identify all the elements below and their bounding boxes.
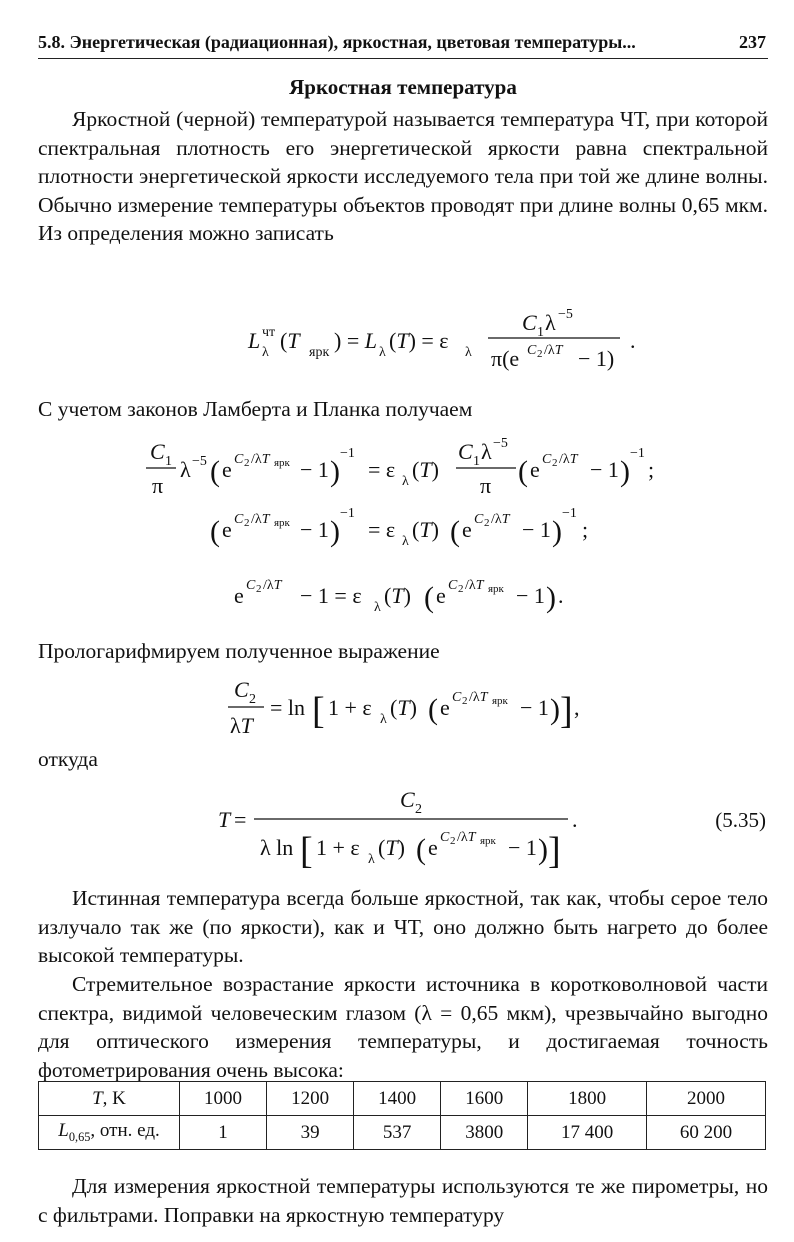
svg-text:(: ( <box>210 515 220 548</box>
formula-definition <box>38 300 768 386</box>
table-row <box>39 1082 766 1116</box>
svg-text:= ε: = ε <box>368 457 396 482</box>
svg-text:ярк: ярк <box>274 457 290 469</box>
svg-text:): ) <box>550 693 560 726</box>
svg-text:λT: λT <box>230 713 253 738</box>
running-head <box>38 30 768 59</box>
svg-text:λ: λ <box>380 712 387 727</box>
table-cell: 537 <box>354 1116 441 1150</box>
svg-text:(T: (T <box>280 328 300 353</box>
svg-text:C: C <box>448 578 458 593</box>
svg-text:(: ( <box>450 515 460 548</box>
svg-text:): ) <box>538 833 548 866</box>
svg-text:/λT: /λT <box>465 578 484 593</box>
svg-text:(T): (T) <box>378 835 405 860</box>
svg-text:;: ; <box>582 517 589 542</box>
svg-text:1: 1 <box>473 454 480 469</box>
table-cell: 3800 <box>441 1116 528 1150</box>
running-head-title: 5.8. Энергетическая (радиационная), яркостная, цветовая температуры... <box>38 32 636 52</box>
formula-log-svg <box>38 673 768 743</box>
svg-text:e: e <box>234 583 244 608</box>
svg-text:/λT: /λT <box>457 830 476 845</box>
svg-text:): ) <box>546 581 556 614</box>
paragraph-pyrometers: Для измерения яркостной температуры используются те же пирометры, но с фильтрами. Поправки на яркостную температуру <box>38 1174 768 1227</box>
svg-text:e: e <box>530 457 540 482</box>
svg-text:2: 2 <box>537 348 543 360</box>
svg-text:C: C <box>542 452 552 467</box>
paragraph-brightness-growth: Стремительное возрастание яркости источника в коротковолновой части спектра, видимой человеческим глазом (λ = 0,65 мкм), чрезвычайно выгодно для оптического измерения температуры, и достигаемая точность фотометрирования очень высока: <box>38 972 768 1082</box>
svg-text:) = L: ) = L <box>334 328 377 353</box>
svg-text:λ: λ <box>402 534 409 549</box>
svg-text:λ: λ <box>402 474 409 489</box>
svg-text:C: C <box>234 452 244 467</box>
svg-text:−5: −5 <box>192 454 207 469</box>
svg-text:2: 2 <box>256 583 262 595</box>
svg-text:1 + ε: 1 + ε <box>316 835 360 860</box>
svg-text:2: 2 <box>450 835 456 847</box>
svg-text:/λT: /λT <box>251 452 270 467</box>
svg-text:λ: λ <box>374 600 381 615</box>
svg-text:2: 2 <box>484 517 490 529</box>
svg-text:2: 2 <box>244 457 250 469</box>
svg-text:=: = <box>234 807 247 832</box>
svg-text:/λT: /λT <box>469 690 488 705</box>
svg-text:−1: −1 <box>562 506 577 521</box>
svg-text:): ) <box>620 455 630 488</box>
svg-text:C: C <box>150 439 165 464</box>
svg-text:e: e <box>436 583 446 608</box>
svg-text:): ) <box>552 515 562 548</box>
svg-text:/λT: /λT <box>559 452 578 467</box>
svg-text:2: 2 <box>249 692 256 707</box>
table-cell: 2000 <box>647 1082 766 1116</box>
svg-text:(: ( <box>416 833 426 866</box>
svg-text:.: . <box>630 328 636 353</box>
svg-text:e: e <box>440 695 450 720</box>
svg-text:− 1: − 1 <box>508 835 537 860</box>
svg-text:− 1: − 1 <box>520 695 549 720</box>
paragraph-definition: Яркостной (черной) температурой называется температура ЧТ, при которой спектральная плотность его энергетической яркости равна спектральной плотности энергетической яркости исследуемого тела при той же длине волны. Обычно измерение температуры объектов проводят при длине волны 0,65 мкм. Из определения можно записать <box>38 107 768 245</box>
svg-text:(: ( <box>428 693 438 726</box>
svg-text:чт: чт <box>262 325 276 340</box>
svg-text:/λT: /λT <box>491 512 510 527</box>
formula-5-35 <box>38 783 768 879</box>
svg-text:π: π <box>152 473 164 498</box>
svg-text:(T): (T) <box>390 695 417 720</box>
svg-text:− 1): − 1) <box>578 346 615 371</box>
svg-text:C: C <box>234 512 244 527</box>
table-cell: 60 200 <box>647 1116 766 1150</box>
table-cell: 1000 <box>180 1082 267 1116</box>
table-header-brightness: $L_{0,65}$, отн. ед. <box>39 1116 180 1150</box>
svg-text:[: [ <box>312 690 325 732</box>
svg-text:ярк: ярк <box>492 695 508 707</box>
svg-text:λ: λ <box>368 852 375 867</box>
svg-text:− 1: − 1 <box>516 583 545 608</box>
svg-text:e: e <box>428 835 438 860</box>
svg-text:(T): (T) <box>384 583 411 608</box>
svg-text:C: C <box>400 787 415 812</box>
svg-text:1: 1 <box>537 325 544 340</box>
svg-text:ярк: ярк <box>274 517 290 529</box>
section-title: Яркостная температура <box>289 75 517 99</box>
svg-text:1: 1 <box>165 454 172 469</box>
svg-text:(: ( <box>424 581 434 614</box>
svg-text:2: 2 <box>462 695 468 707</box>
svg-text:− 1: − 1 <box>522 517 551 542</box>
svg-text:λ: λ <box>545 310 556 335</box>
svg-text:= ln: = ln <box>270 695 306 720</box>
table-cell: 1 <box>180 1116 267 1150</box>
formula-5-35-svg <box>38 783 768 873</box>
svg-text:C: C <box>440 830 450 845</box>
table-cell: 1200 <box>267 1082 354 1116</box>
svg-text:]: ] <box>560 690 573 732</box>
svg-text:[: [ <box>300 830 313 872</box>
formula-lambert-planck <box>38 435 768 631</box>
svg-text:λ ln: λ ln <box>260 835 294 860</box>
table-cell: 1800 <box>528 1082 647 1116</box>
svg-text:−5: −5 <box>493 436 508 451</box>
svg-text:.: . <box>558 583 564 608</box>
svg-text:.: . <box>572 807 578 832</box>
formula-definition-svg <box>38 300 768 380</box>
svg-text:−1: −1 <box>340 506 355 521</box>
svg-text:(T) = ε: (T) = ε <box>389 328 449 353</box>
paragraph-log: Прологарифмируем полученное выражение <box>38 639 440 663</box>
paragraph-lambert-planck: С учетом законов Ламберта и Планка получаем <box>38 397 473 421</box>
table-header-temperature: T, K <box>39 1082 180 1116</box>
svg-text:;: ; <box>648 457 655 482</box>
svg-text:λ: λ <box>379 345 386 360</box>
svg-text:T: T <box>218 807 231 832</box>
svg-text:2: 2 <box>415 802 422 817</box>
page-number: 237 <box>739 32 766 52</box>
svg-text:): ) <box>330 515 340 548</box>
svg-text:−1: −1 <box>630 446 645 461</box>
svg-text:λ: λ <box>180 457 191 482</box>
svg-text:(: ( <box>210 455 220 488</box>
svg-text:C: C <box>246 578 256 593</box>
formula-log <box>38 673 768 749</box>
svg-text:(T): (T) <box>412 457 439 482</box>
svg-text:π(e: π(e <box>491 346 520 371</box>
svg-text:−1: −1 <box>340 446 355 461</box>
formula-lambert-planck-svg <box>38 435 768 625</box>
table-cell: 39 <box>267 1116 354 1150</box>
svg-text:ярк: ярк <box>488 583 504 595</box>
svg-text:): ) <box>330 455 340 488</box>
svg-text:π: π <box>480 473 492 498</box>
svg-text:/λT: /λT <box>251 512 270 527</box>
equation-number: (5.35) <box>715 808 766 832</box>
svg-text:ярк: ярк <box>480 835 496 847</box>
svg-text:2: 2 <box>244 517 250 529</box>
svg-text:− 1 = ε: − 1 = ε <box>300 583 362 608</box>
table-cell: 1600 <box>441 1082 528 1116</box>
svg-text:− 1: − 1 <box>300 517 329 542</box>
temperature-brightness-table <box>38 1081 766 1150</box>
svg-text:− 1: − 1 <box>590 457 619 482</box>
svg-text:C: C <box>458 439 473 464</box>
table-cell: 1400 <box>354 1082 441 1116</box>
svg-text:L: L <box>248 328 261 353</box>
svg-text:(: ( <box>518 455 528 488</box>
svg-text:e: e <box>222 517 232 542</box>
svg-text:C: C <box>527 343 537 358</box>
svg-text:− 1: − 1 <box>300 457 329 482</box>
svg-text:λ: λ <box>262 345 269 360</box>
svg-text:1 + ε: 1 + ε <box>328 695 372 720</box>
svg-text:,: , <box>574 695 580 720</box>
table-cell: 17 400 <box>528 1116 647 1150</box>
svg-text:= ε: = ε <box>368 517 396 542</box>
svg-text:C: C <box>452 690 462 705</box>
table-row <box>39 1116 766 1150</box>
svg-text:λ: λ <box>465 345 472 360</box>
svg-text:−5: −5 <box>558 307 573 322</box>
svg-text:2: 2 <box>552 457 558 469</box>
svg-text:ярк: ярк <box>309 345 330 360</box>
svg-text:C: C <box>474 512 484 527</box>
paragraph-whence: откуда <box>38 747 98 771</box>
svg-text:e: e <box>222 457 232 482</box>
svg-text:2: 2 <box>458 583 464 595</box>
paragraph-true-temperature: Истинная температура всегда больше яркостной, так как, чтобы серое тело излучало так же (по яркости), как и ЧТ, оно должно быть нагрето до более высокой температуры. <box>38 886 768 967</box>
svg-text:(T): (T) <box>412 517 439 542</box>
svg-text:λ: λ <box>481 439 492 464</box>
svg-text:/λT: /λT <box>263 578 282 593</box>
svg-text:]: ] <box>548 830 561 872</box>
svg-text:C: C <box>234 677 249 702</box>
svg-text:e: e <box>462 517 472 542</box>
svg-text:/λT: /λT <box>544 343 563 358</box>
svg-text:C: C <box>522 310 537 335</box>
